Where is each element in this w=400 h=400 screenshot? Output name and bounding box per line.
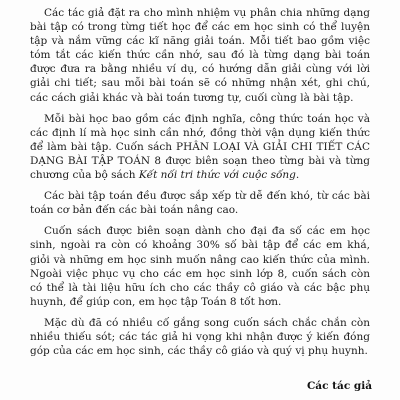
preface-paragraph-4: Cuốn sách được biên soạn dành cho đại đa số các em học sinh, ngoài ra còn có khoảng 30% số bài tập để các em khá, giỏi và những em học sinh muốn nâng cao kiến thức của mình. Ngoài việc phục vụ cho các em học sinh lớp 8, cuốn sách còn có thể là tài liệu hữu ích cho các thầy cô giáo và các bậc phụ huynh, để giúp con, em học tập Toán 8 tốt hơn. <box>30 225 370 308</box>
preface-paragraph-2 <box>30 112 370 182</box>
preface-paragraph-5: Mặc dù đã có nhiều cố gắng song cuốn sách chắc chắn còn nhiều thiếu sót; các tác giả hi vọng khi nhận được ý kiến đóng góp của các em học sinh, các thầy cô giáo và quý vị phụ huynh. <box>30 316 370 358</box>
preface-paragraph-1: Các tác giả đặt ra cho mình nhiệm vụ phân chia những dạng bài tập có trong từng tiết học để các em học sinh có thể luyện tập và nắm vững các kĩ năng giải toán. Mỗi tiết bao gồm việc tóm tắt các kiến thức cần nhớ, sau đó là từng dạng bài toán được đưa ra bằng nhiều ví dụ, có hướng dẫn giải cùng với lời giải chi tiết; sau mỗi bài toán sẽ có những nhận xét, ghi chú, các cách giải khác và bài toán tương tự, cuối cùng là bài tập. <box>30 7 370 104</box>
authors-signature: Các tác giả <box>306 380 372 392</box>
preface-body <box>30 6 370 365</box>
preface-paragraph-3: Các bài tập toán đều được sắp xếp từ dễ đến khó, từ các bài toán cơ bản đến các bài toán nâng cao. <box>30 190 370 217</box>
book-series-title: Kết nối tri thức với cuộc sống <box>138 169 296 182</box>
paragraph-2-text: Mỗi bài học bao gồm các định nghĩa, công thức toán học và các định lí mà học sinh cần nhớ, đồng thời vận dụng kiến thức để làm bài tập. Cuốn sách PHÂN LOẠI VÀ GIẢI CHI TIẾT CÁC DẠNG BÀI TẬP TOÁN 8 được biên soạn theo từng bài và từng chương của bộ sách <box>30 112 370 182</box>
paragraph-2-end: . <box>295 169 300 182</box>
